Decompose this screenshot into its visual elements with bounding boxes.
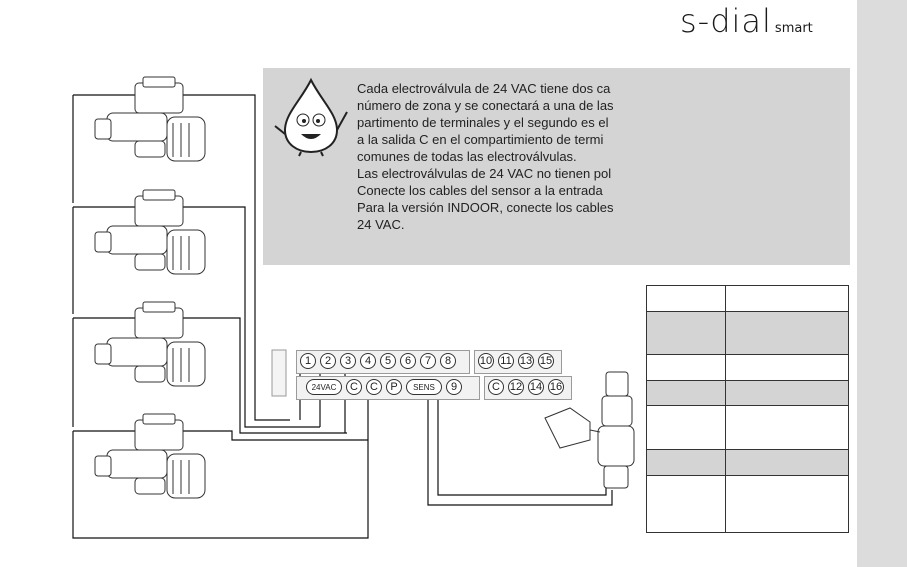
table-cell [726,312,849,355]
table-cell [647,312,726,355]
sensor-wire-a [428,396,612,505]
brand-suffix: smart [774,21,813,36]
table-cell [647,476,726,533]
brand-name: s-dial [680,2,772,40]
table-row [647,286,849,312]
terminal: 8 [440,353,456,369]
table-row [647,355,849,381]
info-line: 24 VAC. [357,217,405,232]
info-line: Conecte los cables del sensor a la entrada [357,183,603,198]
terminal: 9 [446,379,462,395]
terminal: C [366,379,382,395]
table-cell [726,381,849,406]
table-row [647,450,849,476]
table-cell [647,355,726,381]
terminal-row-bottom-b [488,379,568,395]
info-line: a la salida C en el compartimiento de termi [357,132,604,147]
mascot-icon [271,76,351,158]
terminal: C [346,379,362,395]
terminal: 14 [529,381,543,393]
info-line: Para la versión INDOOR, conecte los cables [357,200,614,215]
info-line: Cada electroválvula de 24 VAC tiene dos ca [357,81,611,96]
spec-table [646,285,849,533]
terminal: 16 [549,381,563,393]
table-cell [647,286,726,312]
sensor-wire-b [438,396,606,495]
info-text [357,80,657,233]
terminal-row-top-b [478,353,558,369]
info-panel [263,68,850,265]
terminal: 11 [498,353,514,369]
info-line: comunes de todas las electroválvulas. [357,149,577,164]
info-line: Las electroválvulas de 24 VAC no tienen pol [357,166,612,181]
terminal: P [386,379,402,395]
table-row [647,406,849,450]
terminal: 3 [340,353,356,369]
terminal: 15 [539,355,553,367]
terminal-row-top [300,353,460,369]
valve-icon [95,77,205,498]
terminal-row-bottom [306,379,466,395]
terminal: 1 [300,353,316,369]
terminal: C [488,379,504,395]
terminal: 12 [509,381,523,393]
terminal-block-edge [272,350,286,396]
table-row [647,312,849,355]
terminal: 2 [320,353,336,369]
terminal: 4 [360,353,376,369]
terminal: 13 [519,355,533,367]
table-cell [726,406,849,450]
terminal: 5 [380,353,396,369]
terminal-24vac: 24VAC [306,379,342,395]
table-cell [647,450,726,476]
info-line: número de zona y se conectará a una de las [357,98,614,113]
info-line: partimento de terminales y el segundo es el [357,115,609,130]
table-row [647,381,849,406]
table-cell [726,286,849,312]
table-cell [726,355,849,381]
table-cell [726,450,849,476]
terminal-sens: SENS [406,379,442,395]
table-row [647,476,849,533]
table-cell [647,381,726,406]
terminal: 10 [479,355,493,367]
terminal: 7 [420,353,436,369]
table-cell [726,476,849,533]
table-cell [647,406,726,450]
terminal: 6 [400,353,416,369]
